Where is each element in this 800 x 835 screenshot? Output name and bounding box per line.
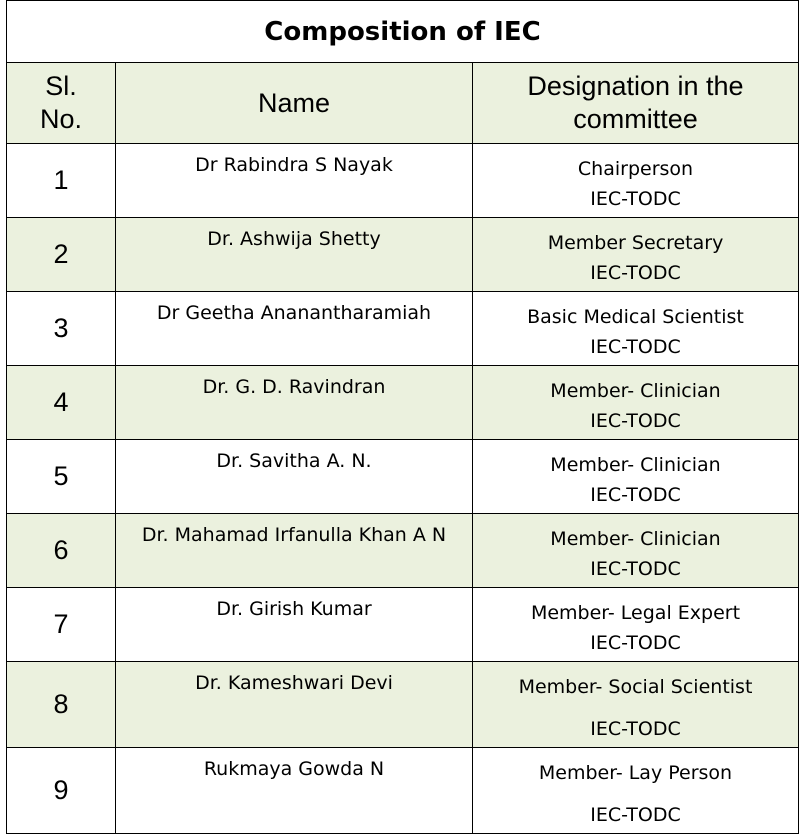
iec-composition-table: [6, 0, 799, 834]
row-designation: [473, 218, 799, 292]
header-sl-line2: No.: [39, 104, 83, 134]
row-name: Rukmaya Gowda N: [116, 748, 473, 834]
row-org: IEC-TODC: [590, 262, 681, 284]
row-sl: 2: [7, 218, 116, 292]
row-role: Member- Clinician: [550, 380, 721, 402]
row-name: Dr. G. D. Ravindran: [116, 366, 473, 440]
row-designation: [473, 588, 799, 662]
row-name: Dr. Kameshwari Devi: [116, 662, 473, 748]
header-sl-no: [7, 63, 116, 144]
header-row: [7, 63, 799, 144]
table-row: [7, 366, 799, 440]
row-designation: [473, 440, 799, 514]
row-sl: 8: [7, 662, 116, 748]
row-role: Member- Clinician: [550, 454, 721, 476]
header-sl-line1: Sl.: [45, 71, 77, 101]
row-designation: [473, 366, 799, 440]
table-row: [7, 440, 799, 514]
table-title: Composition of IEC: [7, 1, 799, 63]
row-role: Member- Legal Expert: [530, 602, 741, 624]
row-org: IEC-TODC: [590, 804, 681, 826]
title-row: [7, 1, 799, 63]
row-name: Dr. Mahamad Irfanulla Khan A N: [116, 514, 473, 588]
row-org: IEC-TODC: [590, 484, 681, 506]
row-org: IEC-TODC: [590, 410, 681, 432]
row-role: Member- Clinician: [550, 528, 721, 550]
row-designation: [473, 748, 799, 834]
row-sl: 7: [7, 588, 116, 662]
row-org: IEC-TODC: [590, 188, 681, 210]
row-name: Dr Geetha Ananantharamiah: [116, 292, 473, 366]
table-row: [7, 662, 799, 748]
row-org: IEC-TODC: [590, 632, 681, 654]
row-sl: 1: [7, 144, 116, 218]
row-name: Dr Rabindra S Nayak: [116, 144, 473, 218]
row-org: IEC-TODC: [590, 336, 681, 358]
row-name: Dr. Girish Kumar: [116, 588, 473, 662]
header-name: Name: [116, 63, 473, 144]
table-row: [7, 144, 799, 218]
header-designation-line1: Designation in the: [527, 71, 744, 101]
row-designation: [473, 662, 799, 748]
row-role: Member- Social Scientist: [518, 676, 753, 698]
row-role: Basic Medical Scientist: [527, 306, 744, 328]
row-designation: [473, 292, 799, 366]
row-sl: 9: [7, 748, 116, 834]
row-org: IEC-TODC: [590, 718, 681, 740]
row-role: Member Secretary: [547, 232, 724, 254]
table-row: [7, 514, 799, 588]
row-designation: [473, 144, 799, 218]
iec-composition-table-wrap: [6, 0, 798, 833]
row-name: Dr. Ashwija Shetty: [116, 218, 473, 292]
table-row: [7, 588, 799, 662]
row-role: Member- Lay Person: [538, 762, 733, 784]
row-sl: 4: [7, 366, 116, 440]
row-designation: [473, 514, 799, 588]
header-designation-line2: committee: [573, 104, 698, 134]
row-sl: 5: [7, 440, 116, 514]
row-org: IEC-TODC: [590, 558, 681, 580]
table-row: [7, 292, 799, 366]
row-name: Dr. Savitha A. N.: [116, 440, 473, 514]
row-role: Chairperson: [577, 158, 694, 180]
row-sl: 6: [7, 514, 116, 588]
header-designation: [473, 63, 799, 144]
table-row: [7, 748, 799, 834]
row-sl: 3: [7, 292, 116, 366]
table-row: [7, 218, 799, 292]
